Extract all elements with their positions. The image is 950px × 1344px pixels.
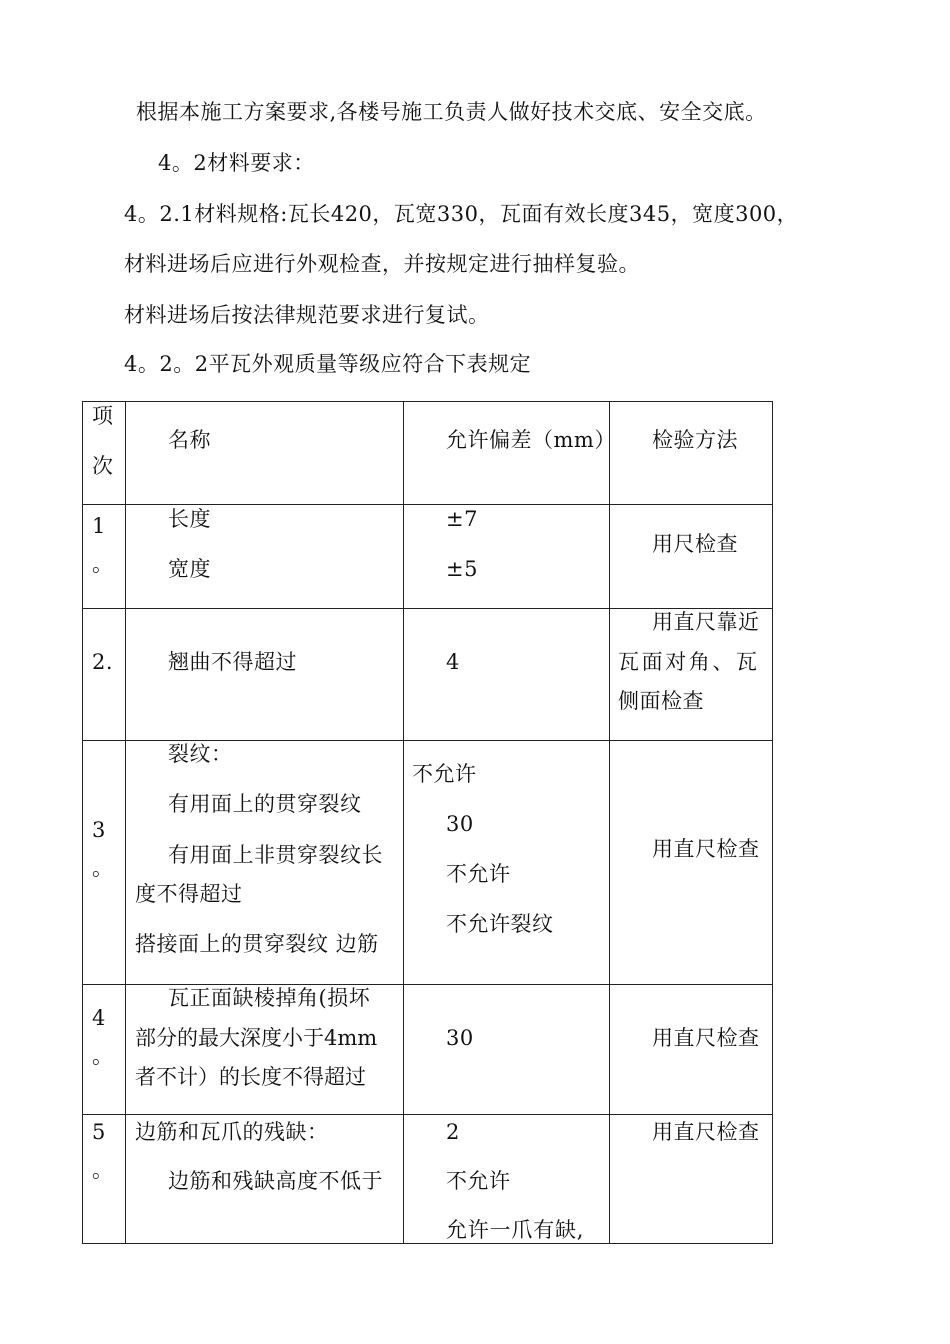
row-tolerance: 30 xyxy=(446,812,474,836)
row-item: 2. xyxy=(92,650,114,674)
header-method: 检验方法 xyxy=(652,428,738,452)
row-method: 用直尺靠近 xyxy=(652,610,760,634)
row-divider xyxy=(83,984,772,985)
row-tolerance: 4 xyxy=(446,650,460,674)
row-name: 边筋和残缺高度不低于 xyxy=(168,1169,383,1193)
row-item: 4 xyxy=(92,1006,106,1030)
row-name: 部分的最大深度小于4mm xyxy=(135,1026,378,1050)
row-name: 长度 xyxy=(168,507,211,531)
column-divider xyxy=(403,402,404,1243)
row-method: 侧面检查 xyxy=(618,689,704,713)
row-name: 翘曲不得超过 xyxy=(168,650,297,674)
row-item: 5 xyxy=(92,1120,106,1144)
row-name: 有用面上的贯穿裂纹 xyxy=(168,792,362,816)
row-name: 瓦正面缺棱掉角(损坏 xyxy=(168,986,371,1010)
row-item: 。 xyxy=(92,856,114,880)
row-method: 瓦面对角、瓦 xyxy=(618,650,760,674)
row-name: 边筋和瓦爪的残缺： xyxy=(135,1120,329,1144)
paragraph-inspection: 材料进场后应进行外观检查，并按规定进行抽样复验。 xyxy=(124,252,640,276)
paragraph-material-spec: 4。2.1材料规格:瓦长420，瓦宽330，瓦面有效长度345，宽度300， xyxy=(124,202,799,226)
row-method: 用直尺检查 xyxy=(652,1026,760,1050)
row-name: 度不得超过 xyxy=(135,882,243,906)
row-tolerance: 不允许 xyxy=(446,1169,511,1193)
row-item: 。 xyxy=(92,1158,114,1182)
header-item-line1: 项 xyxy=(92,404,114,428)
column-divider xyxy=(125,402,126,1243)
paragraph-tech-briefing: 根据本施工方案要求,各楼号施工负责人做好技术交底、安全交底。 xyxy=(136,100,767,124)
row-tolerance: 允许一爪有缺, xyxy=(446,1218,585,1242)
row-method: 用直尺检查 xyxy=(652,837,760,861)
row-tolerance: ±5 xyxy=(446,557,478,581)
row-method: 用尺检查 xyxy=(652,532,738,556)
paragraph-table-intro: 4。2。2平瓦外观质量等级应符合下表规定 xyxy=(124,352,532,376)
row-name: 者不计）的长度不得超过 xyxy=(135,1065,366,1089)
row-item: 。 xyxy=(92,552,114,576)
row-tolerance: 不允许 xyxy=(446,862,511,886)
row-item: 3 xyxy=(92,818,106,842)
section-heading-material-requirements: 4。2材料要求： xyxy=(158,151,315,175)
row-name: 宽度 xyxy=(168,557,211,581)
row-tolerance: 不允许裂纹 xyxy=(446,912,554,936)
header-name: 名称 xyxy=(168,428,211,452)
row-name: 裂纹： xyxy=(168,742,233,766)
row-tolerance: 30 xyxy=(446,1026,474,1050)
row-name: 有用面上非贯穿裂纹长 xyxy=(168,843,383,867)
row-tolerance: 2 xyxy=(446,1120,460,1144)
header-item-line2: 次 xyxy=(92,454,114,478)
row-tolerance: ±7 xyxy=(446,507,478,531)
row-tolerance: 不允许 xyxy=(412,762,477,786)
row-divider xyxy=(83,740,772,741)
column-divider xyxy=(609,402,610,1243)
paragraph-retest: 材料进场后按法律规范要求进行复试。 xyxy=(124,303,490,327)
row-item: 。 xyxy=(92,1044,114,1068)
row-divider xyxy=(83,1114,772,1115)
row-item: 1 xyxy=(92,514,106,538)
row-name: 搭接面上的贯穿裂纹 边筋 xyxy=(135,932,379,956)
header-tolerance: 允许偏差（mm） xyxy=(446,428,616,452)
row-divider xyxy=(83,504,772,505)
row-divider xyxy=(83,608,772,609)
row-method: 用直尺检查 xyxy=(652,1120,760,1144)
